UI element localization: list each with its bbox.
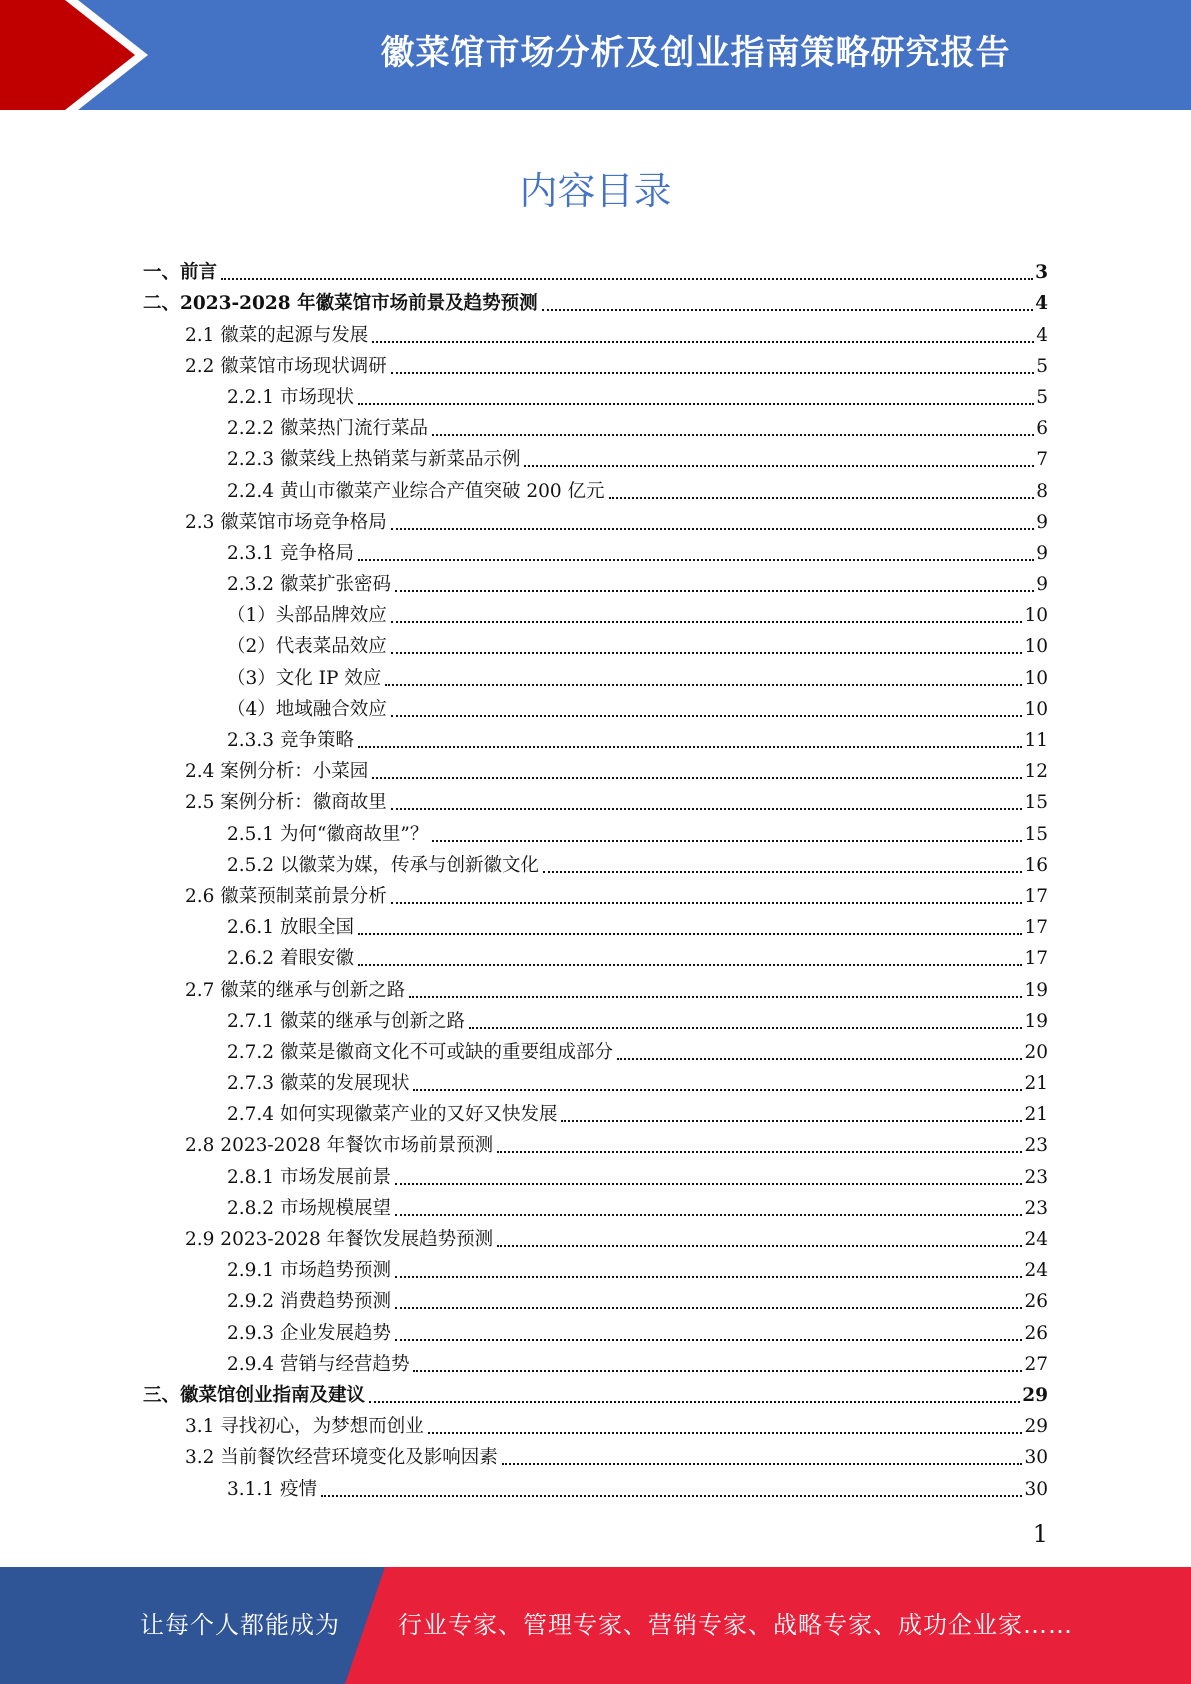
toc-entry-label: 2.3.2 徽菜扩张密码 bbox=[227, 574, 391, 596]
toc-entry[interactable] bbox=[143, 1408, 1048, 1439]
toc-entry-label: 三、徽菜馆创业指南及建议 bbox=[143, 1384, 366, 1406]
toc-entry-page: 9 bbox=[1036, 574, 1048, 596]
toc-entry-page: 6 bbox=[1036, 418, 1048, 440]
toc-entry-page: 30 bbox=[1024, 1447, 1048, 1469]
toc-entry-page: 19 bbox=[1024, 1010, 1048, 1032]
toc-leader-dots bbox=[395, 1306, 1022, 1309]
toc-leader-dots bbox=[221, 277, 1033, 280]
toc-entry-page: 8 bbox=[1036, 480, 1048, 502]
toc-entry[interactable] bbox=[143, 847, 1048, 878]
toc-entry-label: 2.9.4 营销与经营趋势 bbox=[227, 1353, 410, 1375]
toc-leader-dots bbox=[391, 527, 1034, 530]
toc-entry-page: 10 bbox=[1024, 667, 1048, 689]
toc-entry-label: 二、2023-2028 年徽菜馆市场前景及趋势预测 bbox=[143, 293, 538, 315]
toc-entry-label: （3）文化 IP 效应 bbox=[227, 667, 382, 689]
toc-leader-dots bbox=[413, 1369, 1022, 1372]
toc-leader-dots bbox=[561, 1119, 1022, 1122]
toc-leader-dots bbox=[369, 1400, 1020, 1403]
toc-entry[interactable] bbox=[143, 566, 1048, 597]
table-of-contents bbox=[143, 254, 1048, 1502]
toc-leader-dots bbox=[391, 714, 1023, 717]
toc-entry[interactable] bbox=[143, 472, 1048, 503]
toc-entry-page: 17 bbox=[1024, 917, 1048, 939]
toc-entry[interactable] bbox=[143, 254, 1048, 285]
toc-entry-page: 16 bbox=[1024, 854, 1048, 876]
toc-leader-dots bbox=[432, 433, 1034, 436]
toc-entry-label: 2.2.3 徽菜线上热销菜与新菜品示例 bbox=[227, 449, 521, 471]
toc-entry-page: 10 bbox=[1024, 605, 1048, 627]
toc-entry-label: 2.9 2023-2028 年餐饮发展趋势预测 bbox=[185, 1229, 494, 1250]
toc-entry-label: （2）代表菜品效应 bbox=[227, 636, 387, 658]
header-banner bbox=[0, 0, 1191, 110]
toc-entry[interactable] bbox=[143, 285, 1048, 316]
toc-leader-dots bbox=[391, 651, 1023, 654]
toc-entry[interactable] bbox=[143, 753, 1048, 784]
toc-entry[interactable] bbox=[143, 1158, 1048, 1189]
toc-entry-label: （4）地域融合效应 bbox=[227, 698, 387, 720]
toc-entry-label: 2.9.3 企业发展趋势 bbox=[227, 1322, 391, 1344]
page-number: 1 bbox=[1032, 1520, 1048, 1548]
toc-entry-page: 24 bbox=[1024, 1260, 1048, 1282]
toc-leader-dots bbox=[524, 464, 1034, 467]
toc-entry-page: 17 bbox=[1024, 885, 1048, 907]
toc-entry[interactable] bbox=[143, 628, 1048, 659]
toc-entry[interactable] bbox=[143, 379, 1048, 410]
toc-leader-dots bbox=[372, 776, 1022, 779]
toc-leader-dots bbox=[385, 683, 1022, 686]
toc-entry[interactable] bbox=[143, 1127, 1048, 1158]
toc-entry[interactable] bbox=[143, 1252, 1048, 1283]
toc-entry[interactable] bbox=[143, 784, 1048, 815]
toc-entry[interactable] bbox=[143, 535, 1048, 566]
toc-entry[interactable] bbox=[143, 1314, 1048, 1345]
toc-entry-label: （1）头部品牌效应 bbox=[227, 605, 387, 627]
toc-leader-dots bbox=[395, 1338, 1022, 1341]
toc-leader-dots bbox=[395, 1213, 1022, 1216]
toc-entry[interactable] bbox=[143, 348, 1048, 379]
toc-leader-dots bbox=[428, 1431, 1023, 1434]
toc-entry-page: 29 bbox=[1024, 1416, 1048, 1438]
toc-entry-page: 10 bbox=[1024, 698, 1048, 720]
toc-entry-page: 27 bbox=[1024, 1353, 1048, 1375]
toc-entry-page: 23 bbox=[1024, 1135, 1048, 1157]
toc-entry-page: 7 bbox=[1036, 449, 1048, 471]
toc-leader-dots bbox=[617, 1057, 1022, 1060]
toc-leader-dots bbox=[358, 558, 1034, 561]
toc-entry[interactable] bbox=[143, 1003, 1048, 1034]
toc-entry-label: 2.4 案例分析：小菜园 bbox=[185, 761, 369, 783]
toc-entry[interactable] bbox=[143, 1221, 1048, 1252]
toc-entry-label: 2.6.1 放眼全国 bbox=[227, 917, 354, 939]
toc-leader-dots bbox=[395, 1275, 1022, 1278]
toc-entry-page: 20 bbox=[1024, 1041, 1048, 1063]
toc-entry[interactable] bbox=[143, 815, 1048, 846]
toc-entry[interactable] bbox=[143, 504, 1048, 535]
toc-entry-label: 一、前言 bbox=[143, 262, 218, 284]
toc-entry[interactable] bbox=[143, 940, 1048, 971]
toc-entry-page: 21 bbox=[1024, 1073, 1048, 1095]
toc-entry-label: 2.5 案例分析：徽商故里 bbox=[185, 792, 387, 814]
toc-entry-page: 15 bbox=[1024, 792, 1048, 814]
toc-entry-page: 26 bbox=[1024, 1291, 1048, 1313]
toc-leader-dots bbox=[321, 1494, 1023, 1497]
toc-entry-page: 4 bbox=[1035, 293, 1048, 315]
toc-entry-label: 2.5.1 为何“徽商故里”？ bbox=[227, 823, 429, 845]
toc-leader-dots bbox=[543, 870, 1022, 873]
toc-entry-label: 2.1 徽菜的起源与发展 bbox=[185, 324, 369, 346]
toc-entry[interactable] bbox=[143, 691, 1048, 722]
toc-entry[interactable] bbox=[143, 1439, 1048, 1470]
toc-entry-page: 12 bbox=[1024, 761, 1048, 783]
toc-entry-page: 26 bbox=[1024, 1322, 1048, 1344]
toc-entry[interactable] bbox=[143, 1065, 1048, 1096]
footer-slogan-left: 让每个人都能成为 bbox=[140, 1611, 340, 1639]
toc-entry-page: 29 bbox=[1022, 1384, 1048, 1406]
toc-leader-dots bbox=[391, 620, 1023, 623]
toc-entry[interactable] bbox=[143, 316, 1048, 347]
toc-leader-dots bbox=[358, 745, 1023, 748]
toc-entry[interactable] bbox=[143, 909, 1048, 940]
toc-entry-page: 9 bbox=[1036, 511, 1048, 533]
toc-entry-label: 3.1 寻找初心，为梦想而创业 bbox=[185, 1416, 424, 1438]
toc-entry[interactable] bbox=[143, 971, 1048, 1002]
toc-entry[interactable] bbox=[143, 722, 1048, 753]
toc-entry-label: 3.1.1 疫情 bbox=[227, 1478, 317, 1500]
toc-entry-label: 2.7 徽菜的继承与创新之路 bbox=[185, 979, 406, 1001]
toc-entry[interactable] bbox=[143, 878, 1048, 909]
toc-entry[interactable] bbox=[143, 1377, 1048, 1408]
toc-entry[interactable] bbox=[143, 1034, 1048, 1065]
toc-entry-label: 2.9.1 市场趋势预测 bbox=[227, 1260, 391, 1282]
toc-leader-dots bbox=[358, 932, 1023, 935]
footer-banner bbox=[0, 1567, 1191, 1684]
toc-entry-label: 2.8.2 市场规模展望 bbox=[227, 1197, 391, 1219]
toc-entry-label: 2.9.2 消费趋势预测 bbox=[227, 1291, 391, 1313]
toc-entry-label: 2.7.2 徽菜是徽商文化不可或缺的重要组成部分 bbox=[227, 1041, 613, 1063]
toc-leader-dots bbox=[432, 839, 1022, 842]
toc-entry-label: 2.6 徽菜预制菜前景分析 bbox=[185, 885, 387, 907]
toc-leader-dots bbox=[542, 308, 1034, 311]
toc-leader-dots bbox=[395, 589, 1034, 592]
toc-leader-dots bbox=[358, 963, 1023, 966]
toc-entry-page: 4 bbox=[1036, 324, 1048, 346]
toc-entry-page: 30 bbox=[1024, 1478, 1048, 1500]
toc-entry-page: 23 bbox=[1024, 1197, 1048, 1219]
toc-entry-label: 2.8.1 市场发展前景 bbox=[227, 1166, 391, 1188]
toc-leader-dots bbox=[609, 496, 1035, 499]
toc-entry[interactable] bbox=[143, 1470, 1048, 1501]
toc-entry-label: 2.3 徽菜馆市场竞争格局 bbox=[185, 511, 387, 533]
toc-entry-page: 23 bbox=[1024, 1166, 1048, 1188]
toc-entry-label: 2.5.2 以徽菜为媒，传承与创新徽文化 bbox=[227, 854, 539, 876]
toc-entry-page: 11 bbox=[1024, 730, 1048, 751]
toc-entry-label: 2.8 2023-2028 年餐饮市场前景预测 bbox=[185, 1135, 494, 1157]
toc-leader-dots bbox=[497, 1244, 1022, 1247]
toc-leader-dots bbox=[391, 901, 1023, 904]
toc-entry-page: 15 bbox=[1024, 823, 1048, 845]
toc-leader-dots bbox=[497, 1150, 1022, 1153]
toc-entry[interactable] bbox=[143, 1190, 1048, 1221]
toc-entry[interactable] bbox=[143, 1096, 1048, 1127]
toc-entry-label: 2.6.2 着眼安徽 bbox=[227, 948, 354, 970]
toc-entry-page: 5 bbox=[1036, 355, 1048, 377]
toc-entry[interactable] bbox=[143, 441, 1048, 472]
toc-entry-page: 17 bbox=[1024, 948, 1048, 970]
toc-entry-page: 21 bbox=[1024, 1104, 1048, 1126]
toc-leader-dots bbox=[469, 1026, 1022, 1029]
toc-leader-dots bbox=[413, 1088, 1022, 1091]
toc-leader-dots bbox=[502, 1462, 1023, 1465]
toc-entry[interactable] bbox=[143, 1346, 1048, 1377]
toc-entry[interactable] bbox=[143, 597, 1048, 628]
toc-entry-label: 3.2 当前餐饮经营环境变化及影响因素 bbox=[185, 1447, 498, 1469]
toc-entry[interactable] bbox=[143, 410, 1048, 441]
toc-leader-dots bbox=[372, 340, 1034, 343]
toc-entry-label: 2.3.1 竞争格局 bbox=[227, 542, 354, 564]
toc-entry-label: 2.7.3 徽菜的发展现状 bbox=[227, 1073, 410, 1095]
toc-entry-label: 2.2.2 徽菜热门流行菜品 bbox=[227, 418, 428, 440]
toc-entry-label: 2.2.4 黄山市徽菜产业综合产值突破 200 亿元 bbox=[227, 480, 605, 502]
toc-entry-page: 9 bbox=[1036, 542, 1048, 564]
toc-entry-page: 3 bbox=[1035, 262, 1048, 284]
toc-entry-page: 10 bbox=[1024, 636, 1048, 658]
toc-entry-label: 2.2.1 市场现状 bbox=[227, 386, 354, 408]
toc-entry-label: 2.2 徽菜馆市场现状调研 bbox=[185, 355, 387, 377]
toc-entry-label: 2.7.4 如何实现徽菜产业的又好又快发展 bbox=[227, 1104, 558, 1126]
toc-entry[interactable] bbox=[143, 659, 1048, 690]
toc-leader-dots bbox=[395, 1182, 1022, 1185]
toc-entry-page: 24 bbox=[1024, 1229, 1048, 1250]
toc-entry-page: 19 bbox=[1024, 979, 1048, 1001]
toc-entry-page: 5 bbox=[1036, 386, 1048, 408]
toc-entry-label: 2.3.3 竞争策略 bbox=[227, 730, 354, 751]
report-title: 徽菜馆市场分析及创业指南策略研究报告 bbox=[380, 33, 1011, 73]
toc-leader-dots bbox=[358, 402, 1034, 405]
toc-leader-dots bbox=[391, 807, 1023, 810]
toc-leader-dots bbox=[391, 371, 1034, 374]
footer-slogan-right: 行业专家、管理专家、营销专家、战略专家、成功企业家…… bbox=[398, 1611, 1073, 1639]
toc-leader-dots bbox=[409, 995, 1022, 998]
toc-entry[interactable] bbox=[143, 1283, 1048, 1314]
toc-heading: 内容目录 bbox=[519, 169, 672, 213]
toc-entry-label: 2.7.1 徽菜的继承与创新之路 bbox=[227, 1010, 465, 1032]
